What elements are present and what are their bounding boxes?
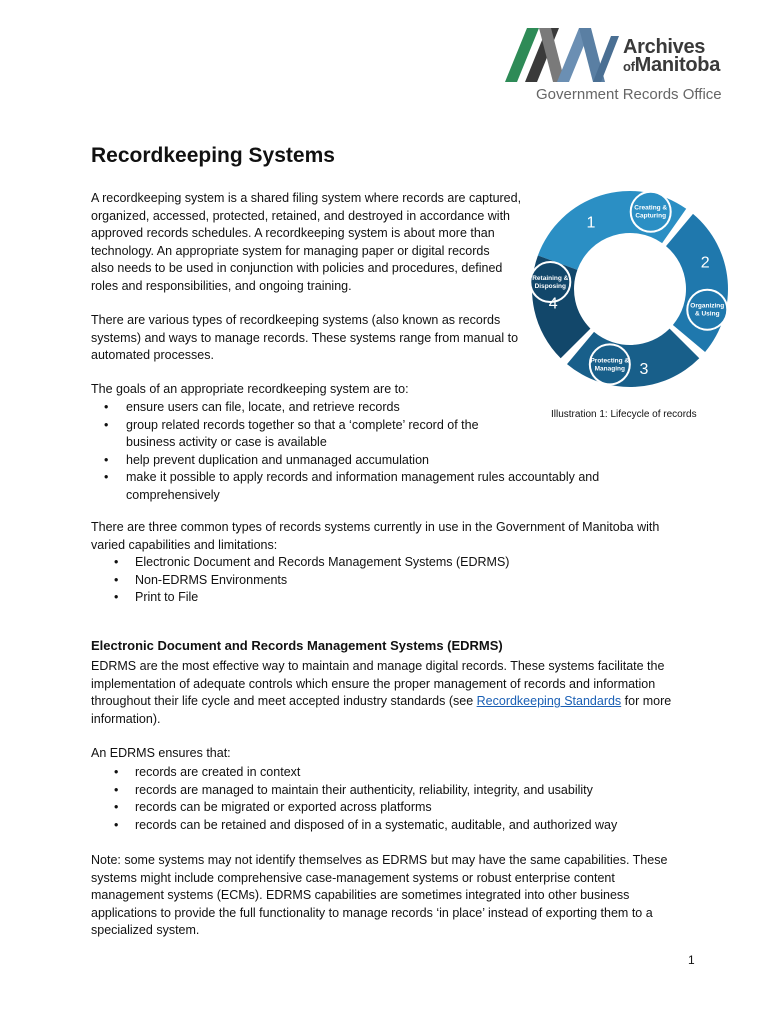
list-item: • records can be migrated or exported across platforms <box>114 799 617 817</box>
list-item: • help prevent duplication and unmanaged accumulation <box>104 452 599 470</box>
list-item: • Non-EDRMS Environments <box>114 572 509 590</box>
page-number: 1 <box>688 953 695 967</box>
intro-paragraph: A recordkeeping system is a shared filing system where records are captured, organized, accessed, protected, retained, and destroyed in accordance with approved records schedules. A recordkeeping system is about more than technology. An appropriate system for managing paper or digital records also needs to be used in conjunction with policies and procedures, defined roles and responsibilities, and ongoing training. <box>91 191 522 293</box>
office-name: Government Records Office <box>536 86 722 103</box>
note-paragraph: Note: some systems may not identify themselves as EDRMS but may have the same capabilities. These systems might include comprehensive case-management systems or robust enterprise content management systems (ECMs). EDRMS capabilities are sometimes integrated into other business applications to provide the full functionality to manage records ‘in place’ instead of exporting them to a specialized system. <box>91 853 668 938</box>
lifecycle-segment-2 <box>666 214 728 352</box>
ensures-intro: An EDRMS ensures that: <box>91 746 231 760</box>
logo-text-archives: Archives <box>623 36 706 58</box>
lifecycle-number-2: 2 <box>700 254 710 272</box>
list-item: • records are managed to maintain their authenticity, reliability, integrity, and usability <box>114 782 617 800</box>
logo-text-manitoba: ofManitoba <box>623 54 721 76</box>
ensures-list <box>114 764 617 834</box>
goals-list <box>104 399 599 505</box>
goals-intro: The goals of an appropriate recordkeeping system are to: <box>91 382 409 396</box>
lifecycle-number-1: 1 <box>586 214 596 232</box>
list-item: • make it possible to apply records and information management rules accountably and <box>104 469 599 487</box>
edrms-heading: Electronic Document and Records Management Systems (EDRMS) <box>91 638 503 653</box>
lifecycle-label-1: Capturing <box>635 212 667 220</box>
lifecycle-label-1: Creating & <box>634 204 668 212</box>
lifecycle-label-3: Managing <box>594 365 625 373</box>
lifecycle-illustration <box>530 188 730 390</box>
lifecycle-label-2: Organizing <box>690 302 725 310</box>
recordkeeping-standards-link[interactable]: Recordkeeping Standards <box>476 694 622 709</box>
lifecycle-number-4: 4 <box>548 295 558 313</box>
lifecycle-label-3: Protecting & <box>590 357 630 365</box>
lifecycle-label-4: Retaining & <box>532 275 569 283</box>
types-paragraph: There are various types of recordkeeping systems (also known as records systems) and ways to manage records. These systems range from manual to automated processes. <box>91 313 519 363</box>
illustration-caption: Illustration 1: Lifecycle of records <box>551 409 697 420</box>
lifecycle-label-2: & Using <box>694 310 720 318</box>
lifecycle-label-4: Disposing <box>534 283 567 291</box>
lifecycle-number-3: 3 <box>639 360 649 378</box>
list-item: • Print to File <box>114 589 509 607</box>
list-item: • group related records together so that a ‘complete’ record of the <box>104 417 599 435</box>
list-item: comprehensively <box>126 487 220 502</box>
edrms-paragraph: EDRMS are the most effective way to maintain and manage digital records. These systems facilitate the implementation of adequate controls which ensure the proper management of records and information throughout their life cycle and meet accepted industry standards (see Recordkeeping Standards for more information). <box>91 659 672 726</box>
three-types-list <box>114 554 509 607</box>
list-item: business activity or case is available <box>126 435 327 450</box>
page-title: Recordkeeping Systems <box>91 144 335 167</box>
list-item: • records are created in context <box>114 764 617 782</box>
list-item: • records can be retained and disposed of in a systematic, auditable, and authorized way <box>114 817 617 835</box>
lifecycle-segment-3 <box>567 329 699 387</box>
three-types-paragraph: There are three common types of records systems currently in use in the Government of Manitoba with varied capabilities and limitations: <box>91 520 660 552</box>
list-item: • Electronic Document and Records Management Systems (EDRMS) <box>114 554 509 572</box>
list-item: • ensure users can file, locate, and retrieve records <box>104 399 599 417</box>
